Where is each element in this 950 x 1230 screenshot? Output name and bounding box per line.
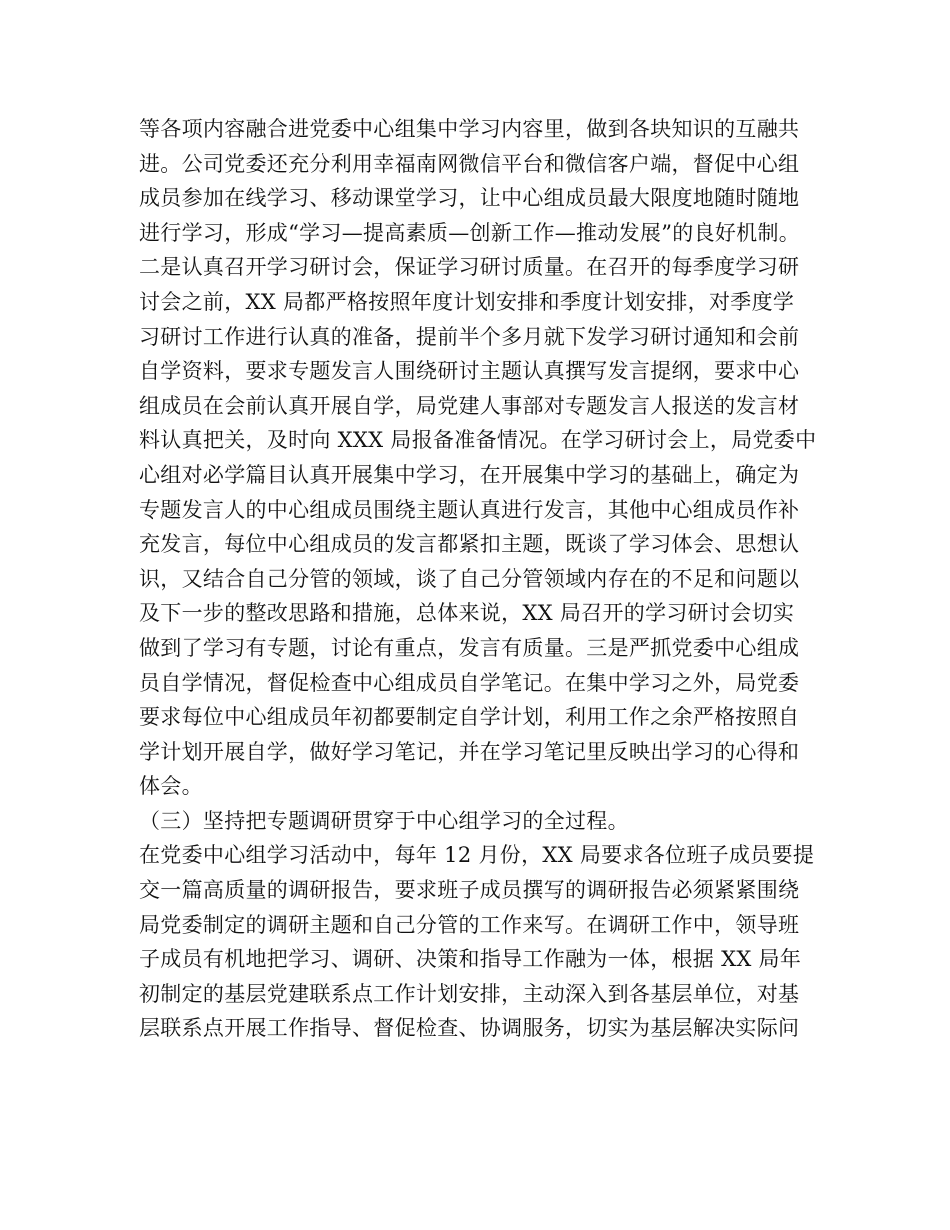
text-line: 成员参加在线学习、移动课堂学习，让中心组成员最大限度地随时随地 <box>139 186 800 211</box>
text-line: 进。公司党委还充分利用幸福南网微信平台和微信客户端，督促中心组 <box>139 151 800 176</box>
text-line: 学计划开展自学，做好学习笔记，并在学习笔记里反映出学习的心得和 <box>139 739 800 764</box>
text-line: 做到了学习有专题，讨论有重点，发言有质量。三是严抓党委中心组成 <box>139 635 800 660</box>
text-line: 自学资料，要求专题发言人围绕研讨主题认真撰写发言提纲，要求中心 <box>139 359 800 384</box>
text-line: 员自学情况，督促检查中心组成员自学笔记。在集中学习之外，局党委 <box>139 670 800 695</box>
text-line: 进行学习，形成“学习—提高素质—创新工作—推动发展”的良好机制。 <box>139 220 801 245</box>
text-line: 局党委制定的调研主题和自己分管的工作来写。在调研工作中，领导班 <box>139 912 800 937</box>
text-line: 要求每位中心组成员年初都要制定自学计划，利用工作之余严格按照自 <box>139 705 800 730</box>
section-heading: （三）坚持把专题调研贯穿于中心组学习的全过程。 <box>139 808 629 833</box>
text-line: 料认真把关，及时向 XXX 局报备准备情况。在学习研讨会上，局党委中 <box>139 428 817 453</box>
text-line: 充发言，每位中心组成员的发言都紧扣主题，既谈了学习体会、思想认 <box>139 532 800 557</box>
text-line: 在党委中心组学习活动中，每年 12 月份，XX 局要求各位班子成员要提 <box>139 843 815 868</box>
text-line: 组成员在会前认真开展自学，局党建人事部对专题发言人报送的发言材 <box>139 393 800 418</box>
text-line: 初制定的基层党建联系点工作计划安排，主动深入到各基层单位，对基 <box>139 981 800 1006</box>
text-line: 习研讨工作进行认真的准备，提前半个多月就下发学习研讨通知和会前 <box>139 324 800 349</box>
text-line: 及下一步的整改思路和措施，总体来说，XX 局召开的学习研讨会切实 <box>139 601 795 626</box>
text-line: 心组对必学篇目认真开展集中学习，在开展集中学习的基础上，确定为 <box>139 462 800 487</box>
text-line: 层联系点开展工作指导、督促检查、协调服务，切实为基层解决实际问 <box>139 1016 800 1041</box>
text-line: 子成员有机地把学习、调研、决策和指导工作融为一体，根据 XX 局年 <box>139 947 802 972</box>
text-line: 等各项内容融合进党委中心组集中学习内容里，做到各块知识的互融共 <box>139 117 800 141</box>
text-line: 体会。 <box>139 774 203 799</box>
text-line: 讨会之前，XX 局都严格按照年度计划安排和季度计划安排，对季度学 <box>139 289 795 314</box>
text-line: 交一篇高质量的调研报告，要求班子成员撰写的调研报告必须紧紧围绕 <box>139 878 800 903</box>
document-body <box>139 112 819 1046</box>
text-line: 识，又结合自己分管的领域，谈了自己分管领域内存在的不足和问题以 <box>139 566 800 591</box>
text-line: 专题发言人的中心组成员围绕主题认真进行发言，其他中心组成员作补 <box>139 497 800 522</box>
text-line: 二是认真召开学习研讨会，保证学习研讨质量。在召开的每季度学习研 <box>139 255 800 280</box>
